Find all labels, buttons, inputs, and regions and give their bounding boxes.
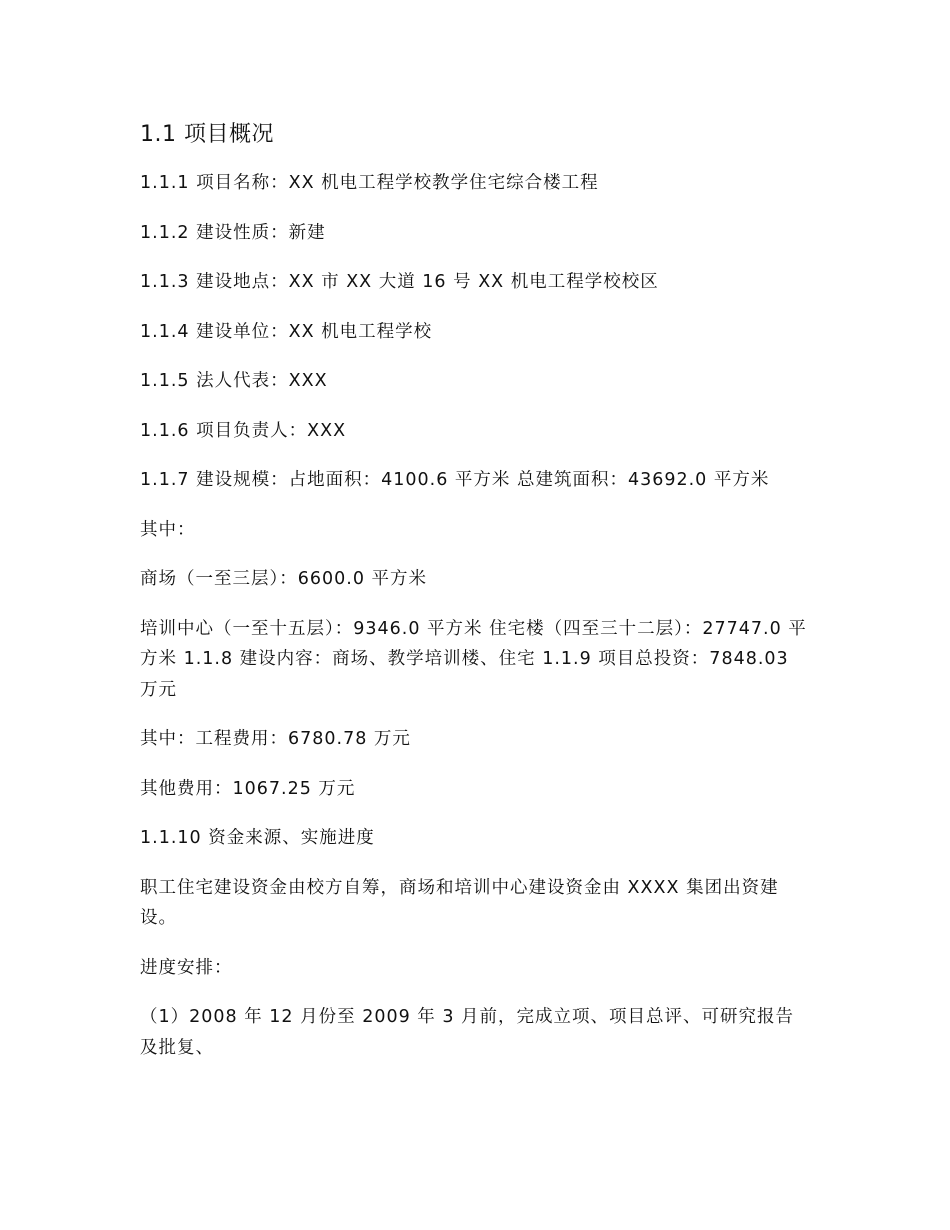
paragraph-funding-source: 职工住宅建设资金由校方自筹，商场和培训中心建设资金由 XXXX 集团出资建设。 bbox=[140, 877, 779, 928]
paragraph-other-cost: 其他费用：1067.25 万元 bbox=[140, 778, 356, 799]
paragraph-project-leader: 1.1.6 项目负责人：XXX bbox=[140, 420, 347, 441]
paragraph-training-center: 培训中心（一至十五层）：9346.0 平方米 住宅楼（四至三十二层）：27747.0 平方米 1.1.8 建设内容：商场、教学培训楼、住宅 1.1.9 项目总投资：7848.03 万元 bbox=[140, 618, 807, 700]
document-body bbox=[140, 118, 812, 1082]
paragraph-project-name: 1.1.1 项目名称：XX 机电工程学校教学住宅综合楼工程 bbox=[140, 173, 599, 193]
section-heading: 1.1 项目概况 bbox=[140, 122, 274, 147]
paragraph-mall: 商场（一至三层）：6600.0 平方米 bbox=[140, 569, 428, 589]
paragraph-among-them: 其中： bbox=[140, 519, 196, 540]
paragraph-construction-nature: 1.1.2 建设性质：新建 bbox=[140, 222, 326, 243]
paragraph-construction-site: 1.1.3 建设地点：XX 市 XX 大道 16 号 XX 机电工程学校校区 bbox=[140, 272, 659, 292]
paragraph-funding-schedule: 1.1.10 资金来源、实施进度 bbox=[140, 828, 375, 848]
paragraph-schedule-label: 进度安排： bbox=[140, 957, 233, 978]
paragraph-schedule-item-1: （1）2008 年 12 月份至 2009 年 3 月前，完成立项、项目总评、可研究报告及批复、 bbox=[140, 1007, 795, 1058]
paragraph-engineering-cost: 其中：工程费用：6780.78 万元 bbox=[140, 729, 411, 749]
paragraph-construction-unit: 1.1.4 建设单位：XX 机电工程学校 bbox=[140, 321, 433, 342]
paragraph-legal-representative: 1.1.5 法人代表：XXX bbox=[140, 371, 328, 391]
paragraph-construction-scale: 1.1.7 建设规模：占地面积：4100.6 平方米 总建筑面积：43692.0 平方米 bbox=[140, 470, 770, 490]
